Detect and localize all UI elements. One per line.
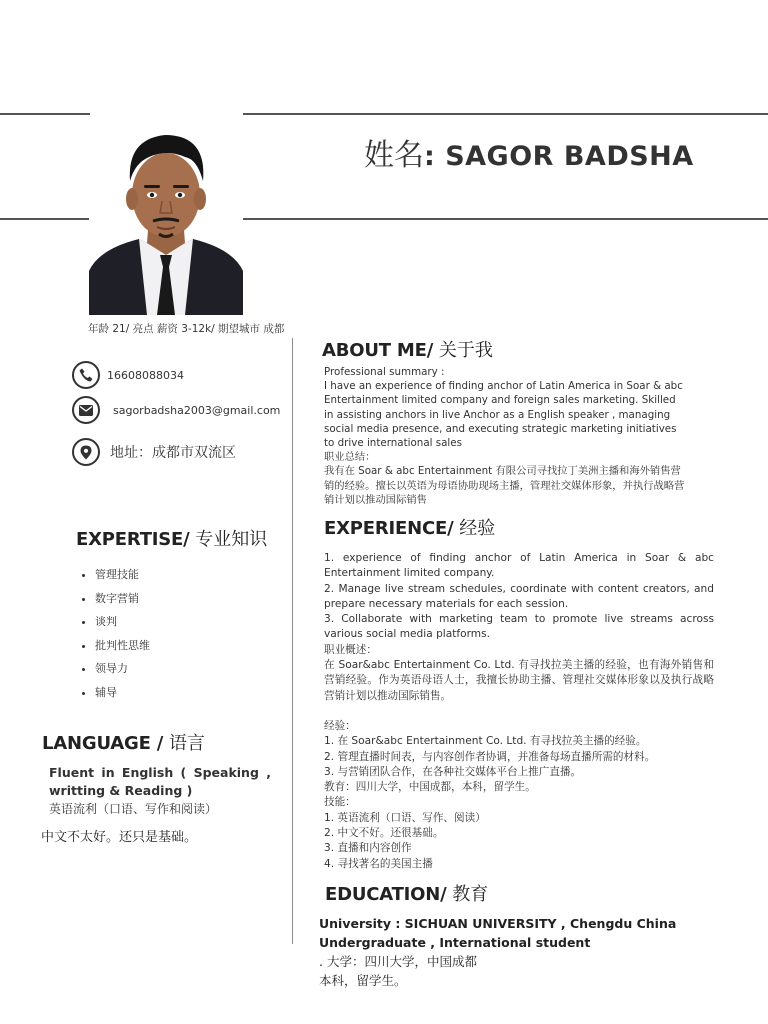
list-item: 1. 英语流利（口语、写作、阅读）: [324, 811, 486, 824]
education-university: University : SICHUAN UNIVERSITY , Chengdu China: [319, 916, 677, 931]
header-rule-bottom-left: [0, 218, 90, 220]
location-pin-icon: [72, 438, 100, 466]
address-text: 地址：成都市双流区: [110, 445, 236, 461]
summary-label-zh: 职业总结：: [324, 451, 376, 464]
summary-label: Professional summary :: [324, 366, 445, 378]
list-item: 3. 直播和内容创作: [324, 842, 412, 855]
contact-email: [72, 394, 280, 426]
list-item: • 谈判: [95, 610, 150, 634]
page-title: [364, 136, 694, 177]
profile-photo: [89, 121, 243, 315]
experience-heading-zh: 经验: [453, 518, 496, 539]
overview-label-zh: 职业概述：: [324, 643, 377, 656]
portrait-image: [89, 121, 243, 315]
list-item: 2. Manage live stream schedules, coordinate with content creators, and prepare necessary materials for each session.: [324, 582, 714, 610]
column-divider: [292, 338, 293, 944]
expertise-heading-en: EXPERTISE/: [76, 529, 190, 550]
email-address: sagorbadsha2003@gmail.com: [113, 403, 281, 417]
list-item: 3. 与营销团队合作，在各种社交媒体平台上推广直播。: [324, 765, 582, 778]
name-colon: :: [424, 141, 446, 172]
language-heading-en: LANGUAGE /: [42, 733, 164, 754]
education-university-zh: . 大学：四川大学，中国成都: [319, 954, 477, 969]
education-text-zh: 教育：四川大学，中国成都，本科，留学生。: [324, 781, 536, 794]
education-heading-zh: 教育: [446, 884, 489, 905]
experience-heading-en: EXPERIENCE/: [324, 518, 454, 539]
envelope-icon: [72, 396, 100, 424]
language-heading-zh: 语言: [163, 733, 205, 754]
phone-number: 16608088034: [107, 368, 184, 382]
list-item: 4. 寻找著名的美国主播: [324, 857, 433, 870]
list-item: • 辅导: [95, 681, 150, 705]
phone-icon: [72, 361, 100, 389]
language-chinese: 中文不太好。还只是基础。: [41, 830, 198, 845]
experience-section: [324, 551, 714, 872]
list-item: • 管理技能: [95, 563, 150, 587]
header-rule-top-right: [243, 113, 768, 115]
summary-text-zh: 我有在 Soar & abc Entertainment 有限公司寻找拉丁美洲主播和海外销售营销的经验。擅长以英语为母语协助现场主播，管理社交媒体形象，并执行战略营销计划以推动国际销售: [324, 465, 685, 506]
education-heading: [325, 880, 488, 906]
list-item: 1. experience of finding anchor of Latin America in Soar & abc Entertainment limited company.: [324, 552, 714, 580]
list-item: 1. 在 Soar&abc Entertainment Co. Ltd. 有寻找拉美主播的经验。: [324, 735, 647, 748]
skills-label-zh: 技能：: [324, 796, 356, 809]
about-section: [324, 365, 688, 507]
about-heading-en: ABOUT ME/: [322, 340, 434, 361]
language-english: Fluent in English ( Speaking , writting & Reading ): [49, 765, 271, 798]
list-item: 2. 管理直播时间表，与内容创作者协调，并准备每场直播所需的材料。: [324, 750, 656, 763]
education-degree-zh: 本科，留学生。: [319, 973, 407, 988]
language-heading: [42, 729, 205, 755]
contact-address: [72, 436, 236, 468]
expertise-list: [78, 563, 150, 704]
education-degree: Undergraduate , International student: [319, 935, 591, 950]
header-rule-top-left: [0, 113, 90, 115]
list-item: • 数字营销: [95, 587, 150, 611]
list-item: • 领导力: [95, 657, 150, 681]
about-heading: [322, 336, 493, 362]
contact-phone: [72, 359, 184, 391]
expertise-heading-zh: 专业知识: [189, 529, 268, 550]
candidate-name: SAGOR BADSHA: [445, 141, 694, 172]
education-section: [319, 914, 719, 990]
header-rule-bottom-right: [243, 218, 768, 220]
experience-heading: [324, 514, 495, 540]
list-item: 3. Collaborate with marketing team to promote live streams across various social media platforms.: [324, 613, 714, 641]
language-english-zh: 英语流利（口语、写作和阅读）: [49, 802, 218, 816]
list-item: 2. 中文不好。还很基础。: [324, 827, 444, 840]
education-heading-en: EDUCATION/: [325, 884, 447, 905]
summary-text: I have an experience of finding anchor of Latin America in Soar & abc Entertainment limited company and foreign sales marketing. Skilled in assisting anchors in live Anchor as a English speaker , managing social media presence, and executing strategic marketing initiatives to drive international sales: [324, 380, 683, 450]
list-item: • 批判性思维: [95, 634, 150, 658]
profile-meta: 年龄 21/ 亮点 薪资 3-12k/ 期望城市 成都: [88, 323, 285, 335]
overview-text-zh: 在 Soar&abc Entertainment Co. Ltd. 有寻找拉美主播的经验，也有海外销售和营销经验。作为英语母语人士，我擅长协助主播、管理社交媒体形象以及执行战略营销计划以推动国际销售。: [324, 659, 714, 702]
expertise-heading: [76, 525, 267, 551]
name-prefix: 姓名: [364, 138, 424, 173]
about-heading-zh: 关于我: [433, 340, 493, 361]
experience-label-zh: 经验：: [324, 719, 356, 732]
